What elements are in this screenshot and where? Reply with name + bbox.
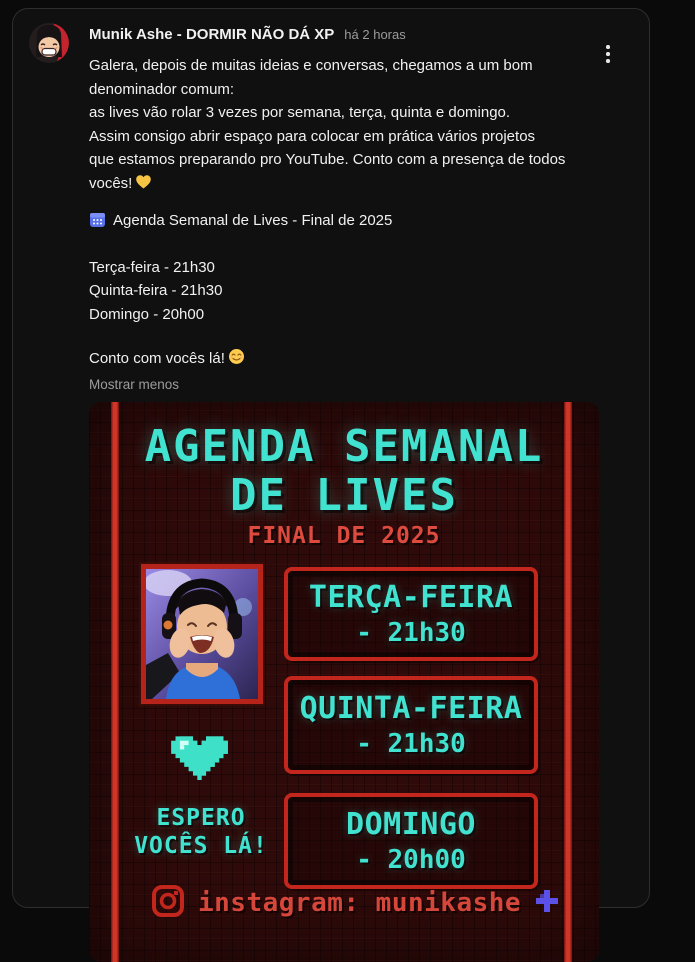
schedule-line: Domingo - 20h00 (89, 305, 205, 323)
kebab-menu-icon[interactable] (599, 43, 617, 65)
post-line: que estamos preparando pro YouTube. Conto com a presença de todos (89, 151, 566, 168)
post-timestamp[interactable]: há 2 horas (344, 27, 406, 42)
yellow-heart-icon (135, 174, 152, 198)
post-line: as lives vão rolar 3 vezes por semana, terça, quinta e domingo. (89, 104, 511, 121)
poster-instagram-row (151, 884, 560, 922)
schedule-line: Terça-feira - 21h30 (89, 258, 215, 276)
post-line: vocês! (89, 172, 633, 198)
poster-left-stripe (111, 402, 119, 962)
show-less-button[interactable]: Mostrar menos (89, 376, 180, 392)
schedule-line: Quinta-feira - 21h30 (89, 282, 223, 299)
post-header (89, 26, 633, 44)
pixel-sparkle-icon (534, 888, 560, 918)
schedule-box-thursday: QUINTA-FEIRA - 21h30 (284, 676, 538, 774)
calendar-icon (89, 211, 106, 236)
closing-line: Conto com vocês lá! (89, 347, 633, 373)
community-post-card (12, 8, 650, 918)
avatar-illustration (29, 23, 69, 63)
author-name[interactable]: Munik Ashe - DORMIR NÃO DÁ XP (89, 26, 335, 43)
poster-right-stripe (564, 402, 572, 962)
avatar[interactable] (29, 23, 69, 63)
post-line: Assim consigo abrir espaço para colocar em prática vários projetos (89, 127, 536, 145)
poster-subtitle: FINAL DE 2025 (247, 522, 441, 549)
instagram-icon (151, 884, 185, 922)
post-line: Galera, depois de muitas ideias e conversas, chegamos a um bom (89, 57, 533, 74)
post-line: denominador comum: (89, 80, 235, 98)
poster-title: AGENDA SEMANAL DE LIVES (144, 420, 544, 521)
post-image-attachment[interactable] (89, 402, 599, 962)
instagram-handle: instagram: munikashe (198, 887, 522, 918)
schedule-box-sunday: DOMINGO - 20h00 (284, 793, 538, 889)
pixel-heart-icon (171, 732, 228, 784)
streamer-photo (141, 564, 263, 704)
post-body (89, 54, 633, 395)
agenda-heading: Agenda Semanal de Lives - Final de 2025 (89, 209, 633, 236)
schedule-box-tuesday: TERÇA-FEIRA - 21h30 (284, 567, 538, 661)
poster-cta: ESPERO VOCÊS LÁ! (134, 804, 268, 859)
smiling-face-icon (228, 348, 245, 373)
